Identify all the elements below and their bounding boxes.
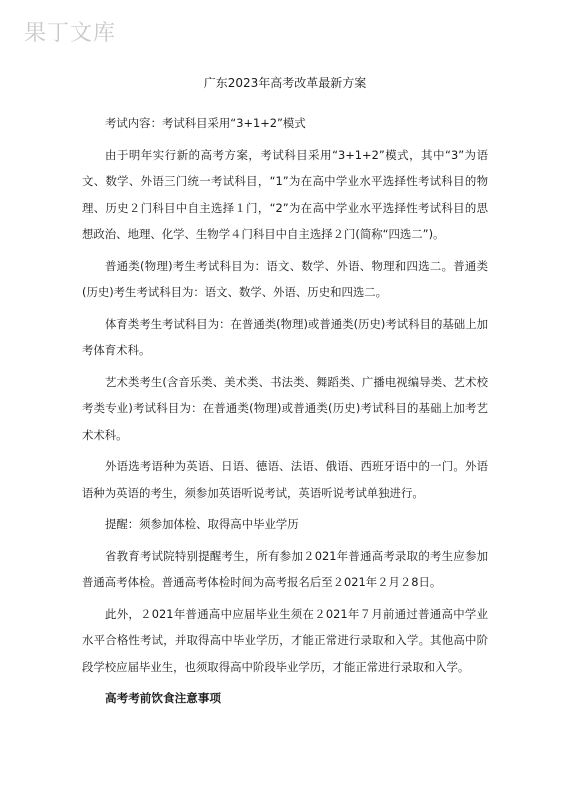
paragraph-exam-content: 考试内容：考试科目采用“3+1+2”模式 xyxy=(105,116,306,130)
watermark-logo: 果丁文库 xyxy=(24,21,117,46)
paragraph-foreign-language: 外语选考语种为英语、日语、德语、法语、俄语、西班牙语中的一门。外语语种为英语的考生，须参加英语听说考试，英语听说考试单独进行。 xyxy=(82,459,488,500)
document-page xyxy=(82,74,488,711)
paragraph-physical-exam: 省教育考试院特别提醒考生，所有参加２021年普通高考录取的考生应参加普通高考体检。普通高考体检时间为高考报名后至２021年２月２8日。 xyxy=(82,548,488,589)
section-heading-diet: 高考考前饮食注意事项 xyxy=(105,691,221,705)
paragraph-general-subjects: 普通类(物理)考生考试科目为：语文、数学、外语、物理和四选二。普通类(历史)考生考试科目为：语文、数学、外语、历史和四选二。 xyxy=(82,258,488,299)
paragraph-arts-subjects: 艺术类考生(含音乐类、美术类、书法类、舞蹈类、广播电视编导类、艺术校考类专业)考试科目为：在普通类(物理)或普通类(历史)考试科目的基础上加考艺术术科。 xyxy=(82,374,488,442)
paragraph-graduation: 此外，２021年普通高中应届毕业生须在２021年７月前通过普通高中学业水平合格性考试，并取得高中毕业学历，才能正常进行录取和入学。其他高中阶段学校应届毕业生，也须取得高中阶段毕业学历，才能正常进行录取和入学。 xyxy=(82,606,488,674)
paragraph-reminder: 提醒：须参加体检、取得高中毕业学历 xyxy=(105,517,299,531)
paragraph-sports-subjects: 体育类考生考试科目为：在普通类(物理)或普通类(历史)考试科目的基础上加考体育术科。 xyxy=(82,316,488,357)
document-title: 广东2023年高考改革最新方案 xyxy=(203,76,367,90)
paragraph-mode-explanation: 由于明年实行新的高考方案，考试科目采用“3+1+2”模式，其中“3”为语文、数学、外语三门统一考试科目，“1”为在高中学业水平选择性考试科目的物理、历史２门科目中自主选择１门，“2”为在高中学业水平选择性考试科目的思想政治、地理、化学、生物学４门科目中自主选择２门(简称“四选二”)。 xyxy=(82,147,488,241)
